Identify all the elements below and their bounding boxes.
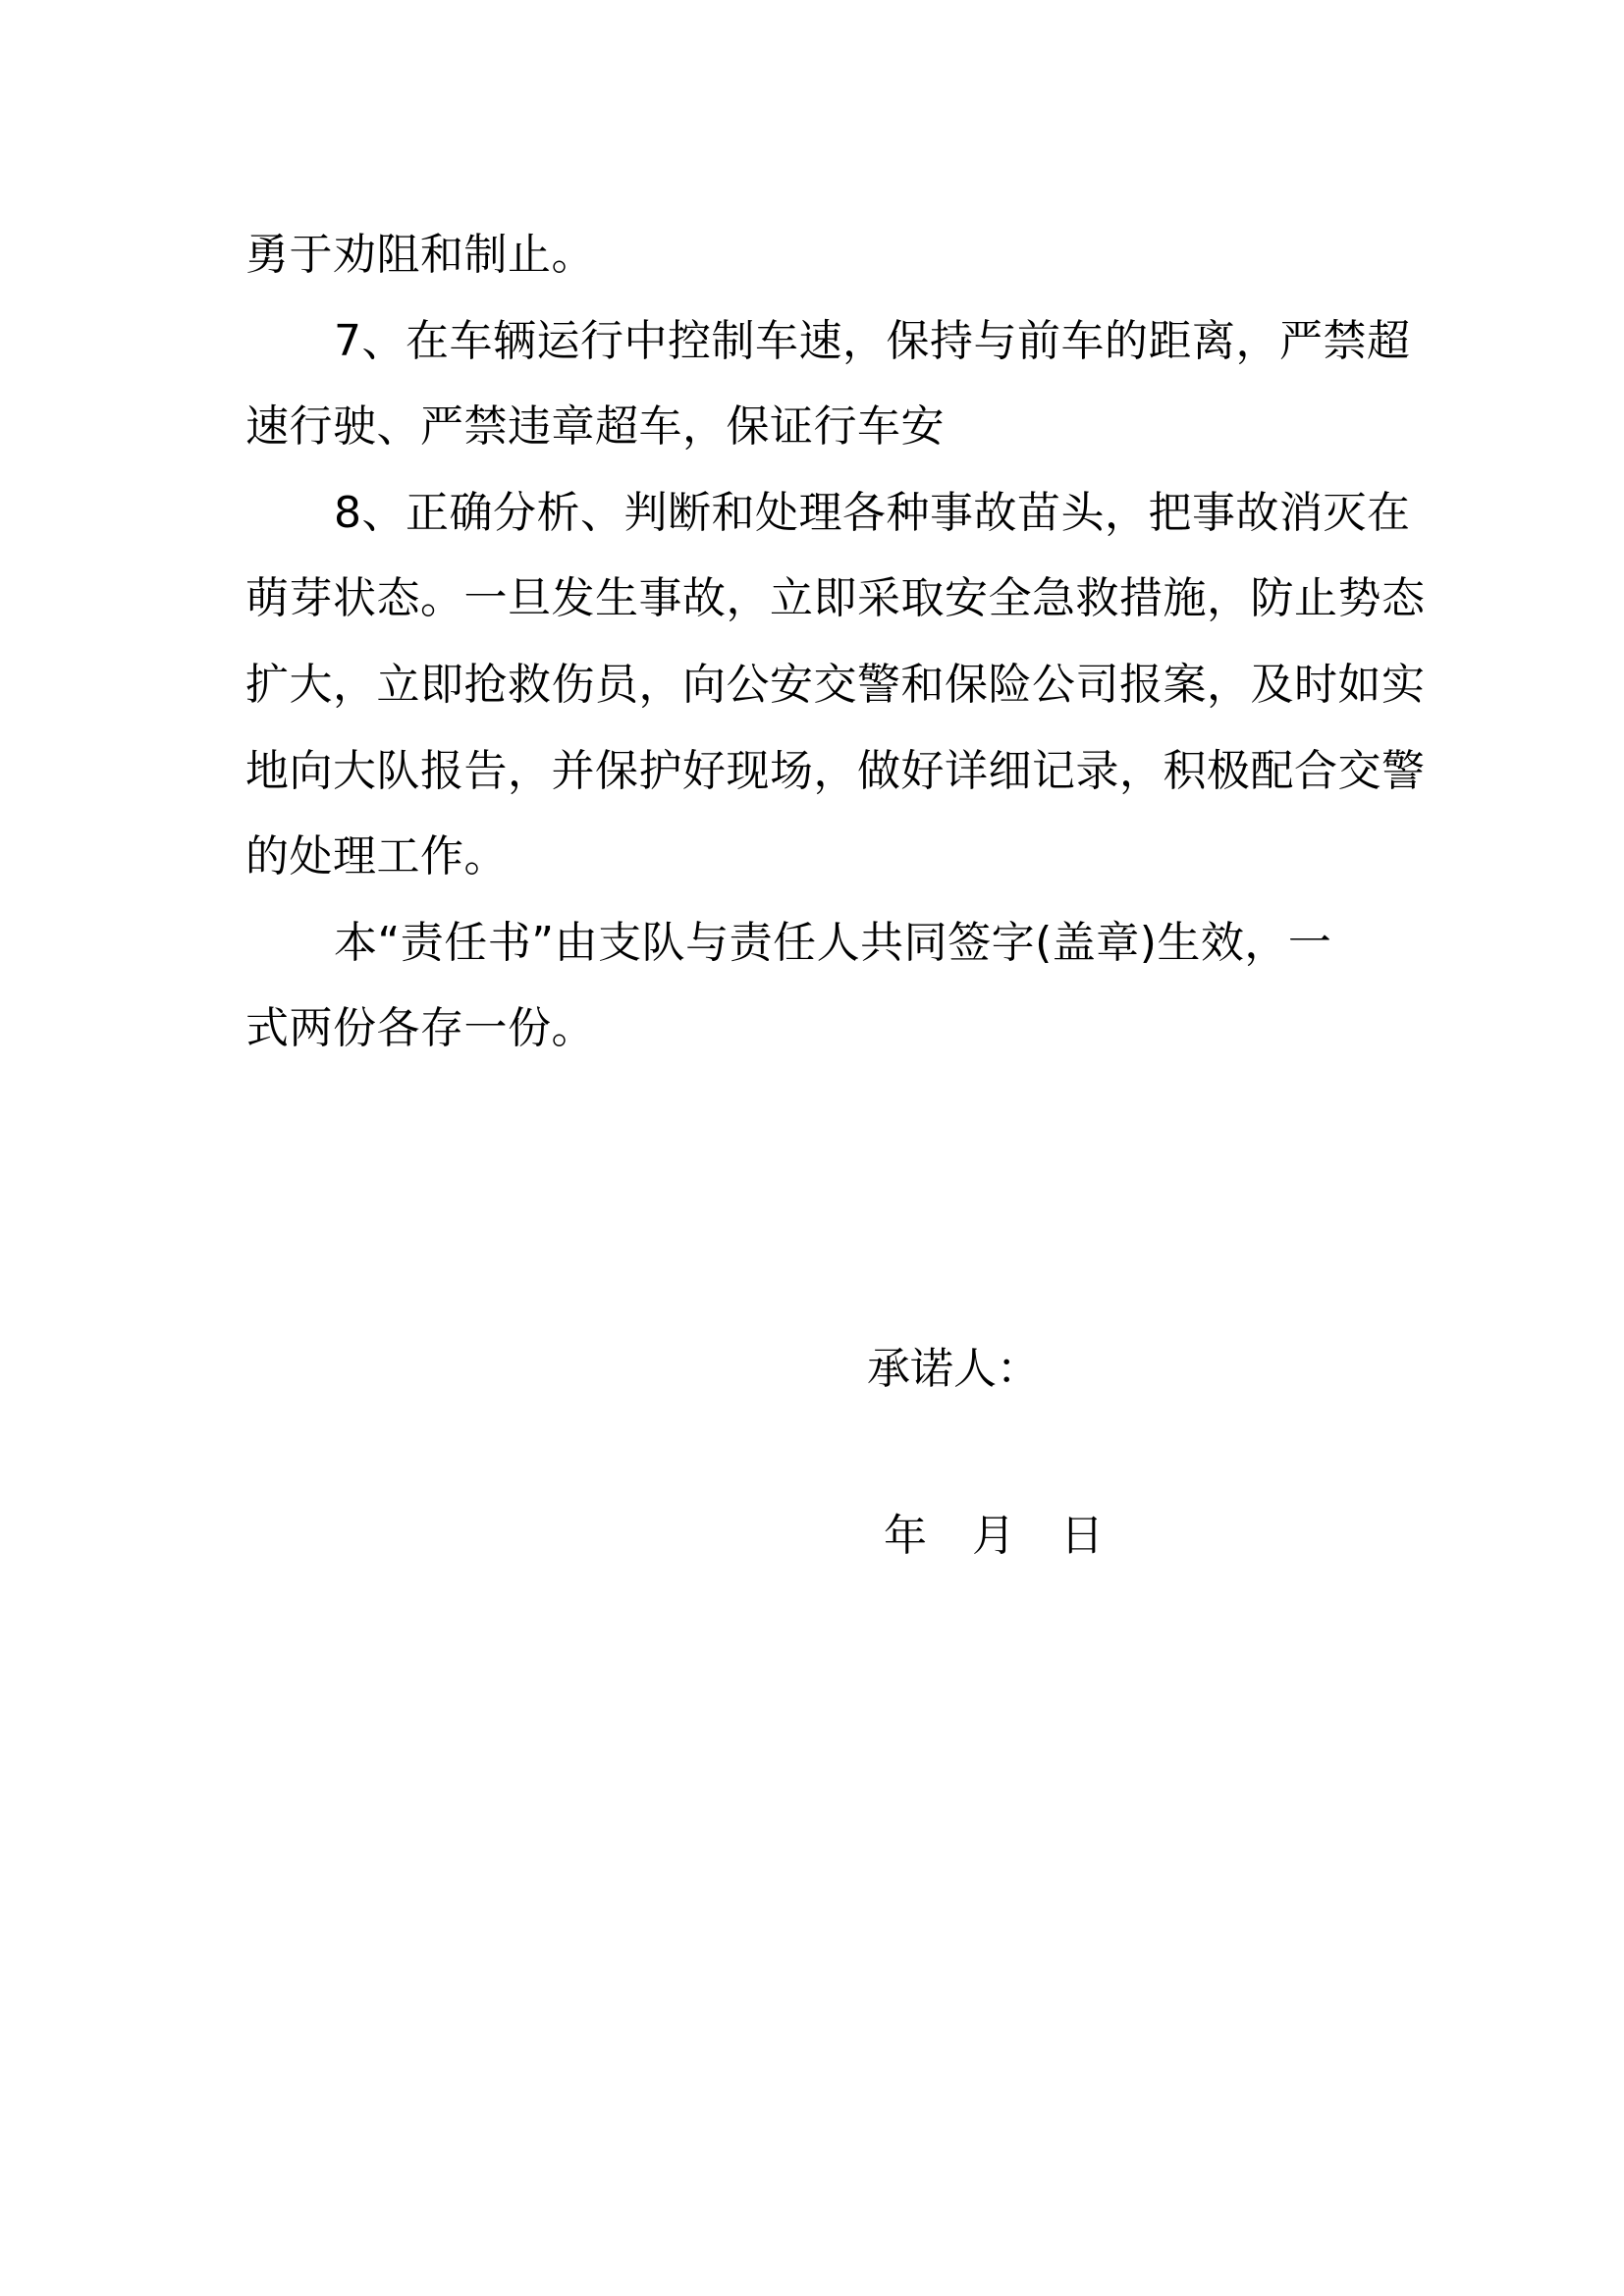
closing-line-1: 本“责任书”由支队与责任人共同签字(盖章)生效，一: [334, 918, 1332, 968]
item-7-line-2: 速行驶、严禁违章超车，保证行车安: [245, 401, 945, 452]
date-year-label: 年: [884, 1511, 927, 1561]
item-8-line-2: 萌芽状态。一旦发生事故，立即采取安全急救措施，防止势态: [245, 573, 1426, 623]
closing-line-2: 式两份各存一份。: [245, 1003, 595, 1053]
item-8-line-5: 的处理工作。: [245, 831, 508, 881]
body-line-1: 勇于劝阻和制止。: [245, 230, 595, 280]
signature-label: 承诺人：: [867, 1344, 1040, 1394]
date-line: [884, 1509, 1104, 1564]
item-7-line-1: 7、在车辆运行中控制车速，保持与前车的距离，严禁超: [334, 316, 1411, 366]
date-month-label: 月: [972, 1511, 1015, 1561]
item-8-line-3: 扩大，立即抢救伤员，向公安交警和保险公司报案，及时如实: [245, 660, 1426, 710]
item-8-line-4: 地向大队报告，并保护好现场，做好详细记录，积极配合交警: [245, 746, 1426, 796]
item-8-line-1: 8、正确分析、判断和处理各种事故苗头，把事故消灭在: [334, 488, 1411, 538]
date-day-label: 日: [1060, 1511, 1104, 1561]
